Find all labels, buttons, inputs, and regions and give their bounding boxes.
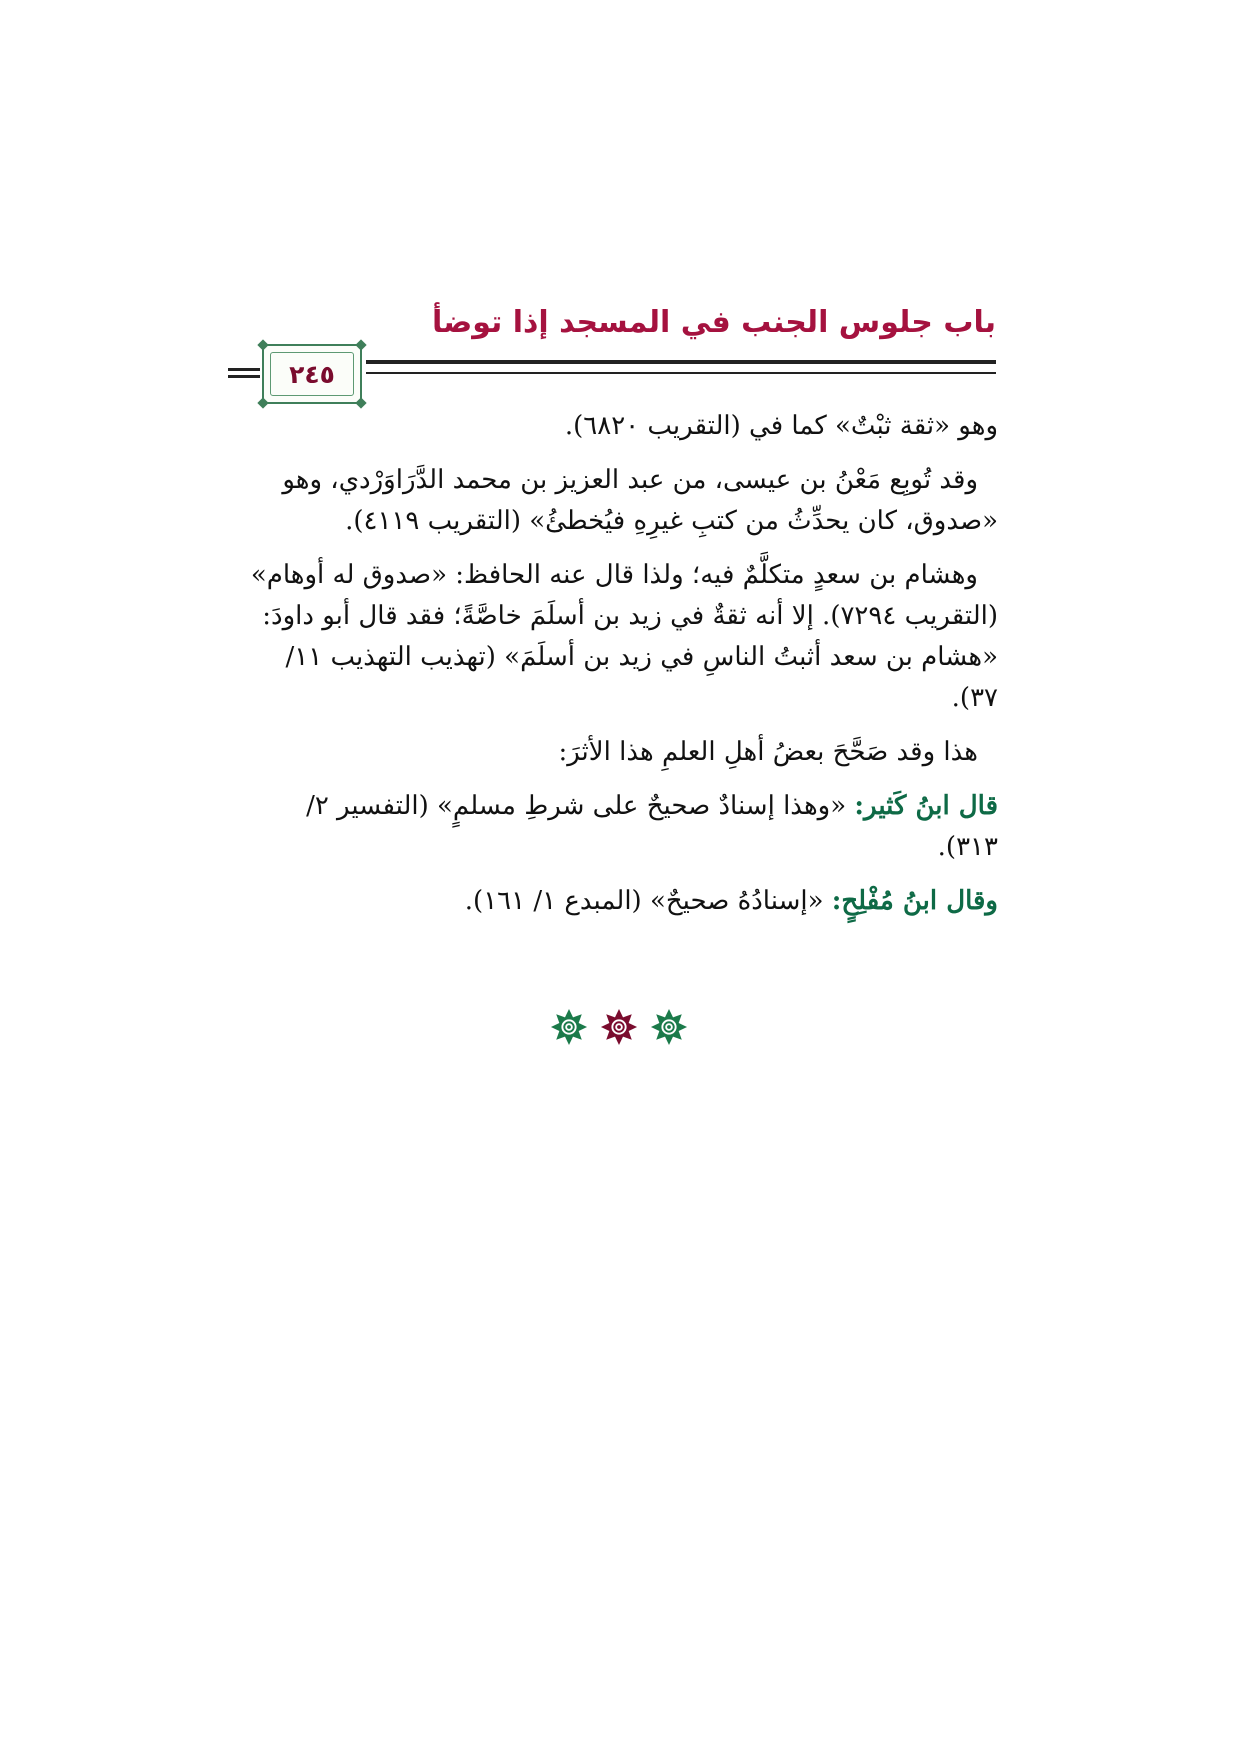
paragraph: وهشام بن سعدٍ متكلَّمٌ فيه؛ ولذا قال عنه الحافظ: «صدوق له أوهام» (التقريب ٧٢٩٤). إلا أنه ثقةٌ في زيد بن أسلَمَ خاصَّةً؛ فقد قال أبو داودَ: «هشام بن سعد أثبتُ الناسِ في زيد بن أسلَمَ» (تهذيب التهذيب ١١/ ٣٧).: [250, 560, 998, 713]
body-text: [238, 406, 998, 935]
badge-corner-ornament: [257, 339, 268, 350]
section-divider: [519, 1005, 719, 1049]
quote-speaker: وقال ابنُ مُفْلِحٍ:: [831, 886, 998, 916]
quote-text: «وهذا إسنادٌ صحيحٌ على شرطِ مسلمٍ» (التفسير ٢/ ٣١٣).: [306, 791, 998, 862]
page-number: ٢٤٥: [289, 359, 335, 389]
header-rule-left: [228, 368, 260, 378]
header-rule-right: [366, 360, 996, 374]
quote-line: [238, 786, 998, 868]
page-number-frame: [270, 352, 354, 396]
paragraph: وهو «ثقة ثبْتٌ» كما في (التقريب ٦٨٢٠).: [564, 411, 998, 441]
quote-line: [238, 881, 998, 922]
paragraph: هذا وقد صَحَّحَ بعضُ أهلِ العلمِ هذا الأثرَ:: [558, 737, 978, 767]
paragraph: وقد تُوبِع مَعْنُ بن عيسى، من عبد العزيز بن محمد الدَّرَاوَرْدي، وهو «صدوق، كان يحدِّثُ من كتبِ غيرِهِ فيُخطئُ» (التقريب ٤١١٩).: [282, 465, 998, 536]
page-number-badge: [262, 344, 362, 404]
quote-speaker: قال ابنُ كَثير:: [854, 791, 998, 821]
chapter-title: باب جلوس الجنب في المسجد إذا توضأ: [431, 305, 996, 340]
floral-star-icon: [550, 1008, 588, 1046]
floral-star-icon: [650, 1008, 688, 1046]
floral-star-icon: [600, 1008, 638, 1046]
quote-text: «إسنادُهُ صحيحٌ» (المبدع ١/ ١٦١).: [464, 886, 832, 916]
badge-corner-ornament: [355, 339, 366, 350]
